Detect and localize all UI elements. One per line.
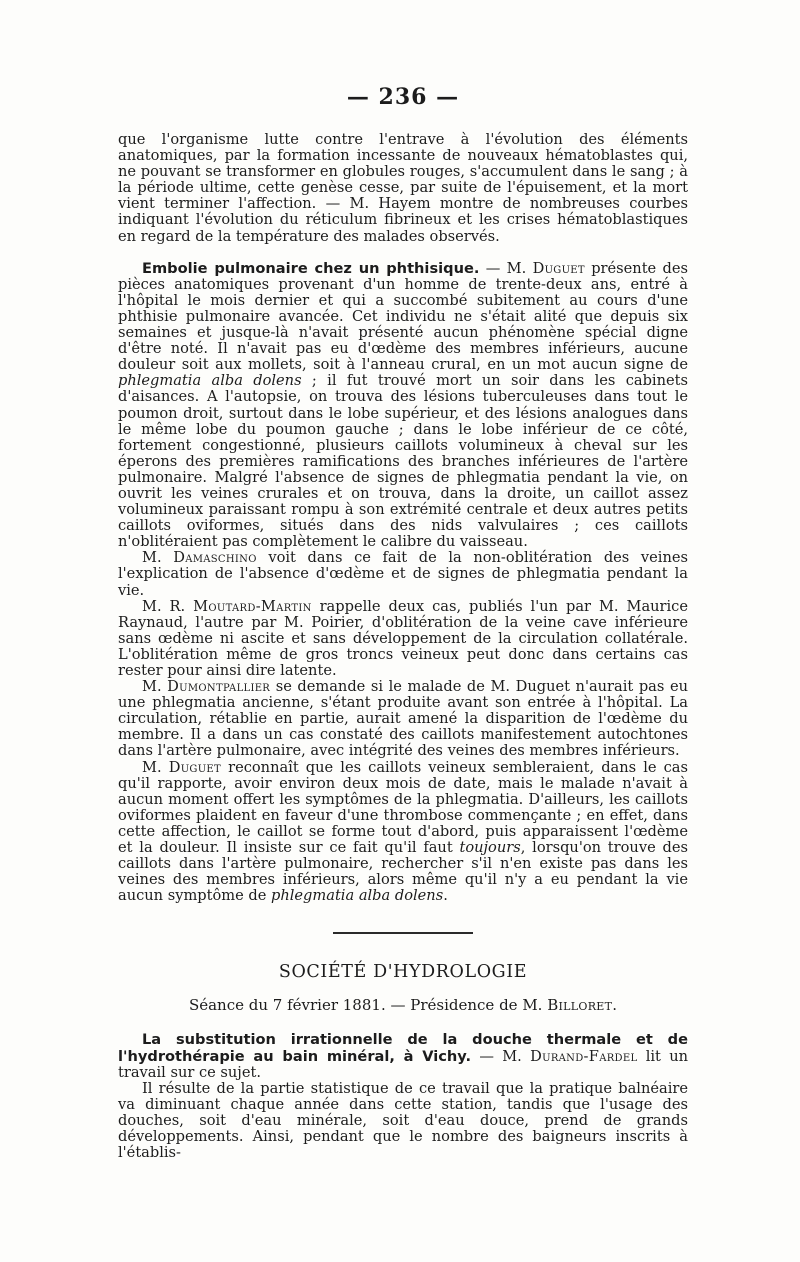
damaschino-text: voit dans ce fait de la non-oblitération des veines l'explication de l'absence d'œdème et de signes de phlegmatia pendant la vie. xyxy=(118,549,688,599)
dumontpallier-prefix: M. xyxy=(142,678,168,696)
hydrology-speaker: Durand-Fardel xyxy=(530,1047,638,1065)
duguet-prefix: M. xyxy=(142,758,169,776)
session-prefix: Séance du 7 février 1881. — Présidence de M. xyxy=(188,996,548,1015)
session-suffix: . xyxy=(612,996,618,1015)
moutard-name: Moutard-Martin xyxy=(193,597,312,615)
hydrology-paragraph xyxy=(118,1032,688,1080)
hydrology-heading: La substitution irrationnelle de la douche thermale et de l'hydrothérapie au bain minéral, à Vichy. xyxy=(118,1031,688,1065)
duguet-text-3: . xyxy=(443,887,448,905)
duguet-reply-paragraph xyxy=(118,760,688,905)
hydrology-paragraph-2: Il résulte de la partie statistique de ce travail que la pratique balnéaire va diminuant chaque année dans cette station, tandis que l'usage des douches, soit d'eau minérale, soit d'eau douce, prend de grands développements. Ainsi, pendant que le nombre des baigneurs inscrits à l'établis- xyxy=(118,1079,688,1162)
dumontpallier-text: se demande si le malade de M. Duguet n'aurait pas eu une phlegmatia ancienne, s'étant produite avant son entrée à l'hôpital. La circulation, rétablie en partie, aurait amené la disparition de l'œdème du membre. Il a dans un cas constaté des caillots manifestement autochtones dans l'artère pulmonaire, avec intégrité des veines des membres inférieurs. xyxy=(118,678,688,760)
embolie-italic-1: phlegmatia alba dolens xyxy=(118,372,302,390)
duguet-text-2: , lorsqu'on trouve des caillots dans l'artère pulmonaire, rechercher s'il n'en existe pas dans les veines des membres inférieurs, alors même qu'il n'y a eu pendant la vie aucun symptôme de xyxy=(118,839,688,905)
damaschino-prefix: M. xyxy=(142,549,174,567)
hydrology-dash: — M. xyxy=(471,1047,531,1065)
dumontpallier-name: Dumontpallier xyxy=(167,678,271,696)
damaschino-name: Damaschino xyxy=(173,549,257,567)
dumontpallier-paragraph xyxy=(118,679,688,759)
embolie-heading: Embolie pulmonaire chez un phthisique. xyxy=(142,259,480,277)
damaschino-paragraph xyxy=(118,550,688,598)
moutard-paragraph xyxy=(118,599,688,679)
duguet-italic-1: toujours xyxy=(459,839,521,857)
duguet-text-1: reconnaît que les caillots veineux sembleraient, dans le cas qu'il rapporte, avoir environ deux mois de date, mais le malade n'avait à aucun moment offert les symptômes de la phlegmatia. D'ailleurs, les caillots oviformes plaident en faveur d'une thrombose commençante ; en effet, dans cette affection, le caillot se forme tout d'abord, puis apparaissent l'œdème et la douleur. Il insiste sur ce fait qu'il faut xyxy=(118,758,688,857)
embolie-text-2: ; il fut trouvé mort un soir dans les cabinets d'aisances. A l'autopsie, on trouva des lésions tuberculeuses dans tout le poumon droit, surtout dans le lobe supérieur, et des lésions analogues dans le même lobe du poumon gauche ; dans le lobe inférieur de ce côté, fortement congestionné, plusieurs caillots volumineux à cheval sur les éperons des premières ramifications des branches inférieures de l'artère pulmonaire. Malgré l'absence de signes de phlegmatia pendant la vie, on ouvrit les veines crurales et on trouva, dans la droite, un caillot assez volumineux paraissant rompu à son extrémité centrale et deux autres petits caillots oviformes, situés dans des nids valvulaires ; ces caillots n'oblitéraient pas complètement le calibre du vaisseau. xyxy=(118,372,688,551)
section-divider xyxy=(333,932,473,934)
duguet-italic-2: phlegmatia alba dolens xyxy=(271,887,444,905)
moutard-text: rappelle deux cas, publiés l'un par M. Maurice Raynaud, l'autre par M. Poirier, d'oblitération de la veine cave inférieure sans œdème ni ascite et sans développement de la circulation collatérale. L'oblitération même de gros troncs veineux peut donc dans certains cas rester pour ainsi dire latente. xyxy=(118,597,688,679)
embolie-speaker: Duguet xyxy=(532,259,585,277)
continuation-paragraph: que l'organisme lutte contre l'entrave à l'évolution des éléments anatomiques, par la formation incessante de nouveaux hématoblastes qui, ne pouvant se transformer en globules rouges, s'accumulent dans le sang ; à la période ultime, cette genèse cesse, par suite de l'épuisement, et la mort vient terminer l'affection. — M. Hayem montre de nombreuses courbes indiquant l'évolution du réticulum fibrineux et les crises hématoblastiques en regard de la température des malades observés. xyxy=(118,131,688,245)
embolie-text-1: présente des pièces anatomiques provenant d'un homme de trente-deux ans, entré à l'hôpital le mois dernier et qui a succombé subitement au cours d'une phthisie pulmonaire avancée. Cet individu ne s'était alité que depuis six semaines et jusque-là n'avait présenté aucun phénomène spécial digne d'être noté. Il n'avait pas eu d'œdème des membres inférieurs, aucune douleur soit aux mollets, soit à l'anneau crural, en un mot aucun signe de xyxy=(118,259,688,374)
embolie-dash: — M. xyxy=(479,259,533,277)
duguet-name: Duguet xyxy=(168,758,222,776)
embolie-paragraph xyxy=(118,261,688,551)
society-title: SOCIÉTÉ D'HYDROLOGIE xyxy=(278,962,528,983)
session-president: Billoret xyxy=(547,996,613,1015)
session-line xyxy=(118,996,688,1014)
hydrology-text: lit un travail sur ce sujet. xyxy=(118,1047,689,1081)
moutard-prefix: M. R. xyxy=(142,597,194,615)
page-number: — 236 — xyxy=(346,84,460,110)
